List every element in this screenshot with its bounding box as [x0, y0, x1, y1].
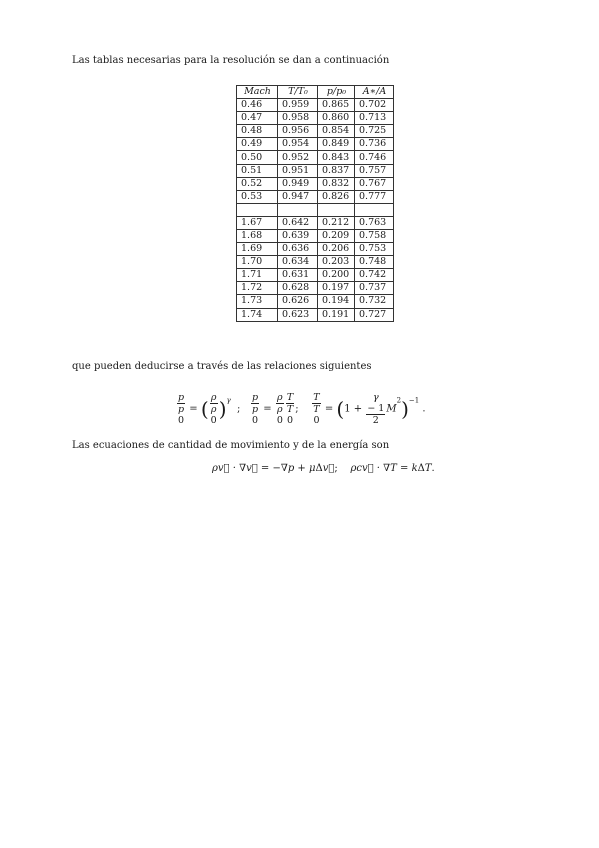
table-cell: 0.634 — [278, 256, 318, 269]
table-row — [237, 229, 394, 242]
table-cell: 0.746 — [355, 151, 394, 164]
table-cell: 0.860 — [318, 112, 355, 125]
table-header-row — [237, 86, 394, 99]
table-cell: 1.74 — [237, 308, 278, 321]
table-cell: 0.753 — [355, 243, 394, 256]
table-cell: 1.71 — [237, 269, 278, 282]
table-cell: 0.51 — [237, 164, 278, 177]
header-area-ratio: A∗/A — [355, 86, 394, 99]
table-row — [237, 99, 394, 112]
table-row — [237, 282, 394, 295]
table-blank-separator — [237, 203, 394, 216]
table-cell: 0.626 — [278, 295, 318, 308]
table-cell: 0.832 — [318, 177, 355, 190]
table-cell: 0.203 — [318, 256, 355, 269]
table-cell: 0.951 — [278, 164, 318, 177]
table-cell: 0.47 — [237, 112, 278, 125]
table-row — [237, 125, 394, 138]
table-cell: 0.725 — [355, 125, 394, 138]
table-cell: 0.206 — [318, 243, 355, 256]
table-cell: 0.843 — [318, 151, 355, 164]
table-cell: 0.837 — [318, 164, 355, 177]
table-cell: 0.865 — [318, 99, 355, 112]
table-cell: 0.49 — [237, 138, 278, 151]
table-cell: 0.736 — [355, 138, 394, 151]
table-row — [237, 216, 394, 229]
table-cell: 0.758 — [355, 229, 394, 242]
table-cell: 0.763 — [355, 216, 394, 229]
table-row-blank — [237, 203, 394, 216]
table-cell: 0.949 — [278, 177, 318, 190]
table-row — [237, 243, 394, 256]
table-cell: 0.46 — [237, 99, 278, 112]
table-cell: 1.72 — [237, 282, 278, 295]
table-cell: 0.826 — [318, 190, 355, 203]
header-temperature-ratio: T/T₀ — [278, 86, 318, 99]
table-cell: 0.732 — [355, 295, 394, 308]
table-cell: 0.52 — [237, 177, 278, 190]
table-body-supersonic — [237, 216, 394, 321]
table-row — [237, 190, 394, 203]
table-cell: 0.854 — [318, 125, 355, 138]
table-row — [237, 295, 394, 308]
header-pressure-ratio: p/p₀ — [318, 86, 355, 99]
equations-paragraph: Las ecuaciones de cantidad de movimiento y de la energía son — [72, 440, 390, 451]
table-cell: 1.67 — [237, 216, 278, 229]
table-row — [237, 164, 394, 177]
table-cell: 0.209 — [318, 229, 355, 242]
table-cell: 1.73 — [237, 295, 278, 308]
table-cell: 0.742 — [355, 269, 394, 282]
table-cell: 0.636 — [278, 243, 318, 256]
table-cell: 0.50 — [237, 151, 278, 164]
table-cell: 0.200 — [318, 269, 355, 282]
table-cell: 0.777 — [355, 190, 394, 203]
relations-paragraph: que pueden deducirse a través de las relaciones siguientes — [72, 361, 372, 372]
table-cell: 0.727 — [355, 308, 394, 321]
header-mach: Mach — [237, 86, 278, 99]
table-cell: 1.69 — [237, 243, 278, 256]
table-cell: 0.849 — [318, 138, 355, 151]
table-cell: 0.53 — [237, 190, 278, 203]
table-cell: 0.956 — [278, 125, 318, 138]
table-cell: 0.952 — [278, 151, 318, 164]
table-cell: 0.191 — [318, 308, 355, 321]
table-cell: 0.959 — [278, 99, 318, 112]
table-cell: 0.623 — [278, 308, 318, 321]
table-row — [237, 151, 394, 164]
table-row — [237, 256, 394, 269]
table-row — [237, 177, 394, 190]
table-row — [237, 138, 394, 151]
table-cell: 0.631 — [278, 269, 318, 282]
table-cell: 0.958 — [278, 112, 318, 125]
table-cell: 0.628 — [278, 282, 318, 295]
table-cell: 0.757 — [355, 164, 394, 177]
table-cell: 0.212 — [318, 216, 355, 229]
table-row — [237, 308, 394, 321]
table-cell: 0.642 — [278, 216, 318, 229]
table-cell: 0.947 — [278, 190, 318, 203]
table-cell: 1.70 — [237, 256, 278, 269]
isentropic-relations-equation: p p 0 = ( ρ ρ 0 )$^\gamma$ ; p p 0 = ρ ρ 0 T T 0 ; T T 0 = (1 + γ − 1 2 $M^2)^{-1}$ . — [178, 392, 426, 426]
isentropic-flow-table — [236, 85, 394, 322]
momentum-energy-equation: ρv⃗ · ∇v⃗ = −∇p + μΔv⃗; ρcv⃗ · ∇T = kΔT. — [212, 463, 435, 474]
table-cell: 0.48 — [237, 125, 278, 138]
table-cell: 1.68 — [237, 229, 278, 242]
table-row — [237, 269, 394, 282]
table-cell: 0.702 — [355, 99, 394, 112]
table-cell: 0.713 — [355, 112, 394, 125]
table-row — [237, 112, 394, 125]
table-body-subsonic — [237, 99, 394, 204]
table-cell: 0.639 — [278, 229, 318, 242]
table-cell: 0.197 — [318, 282, 355, 295]
table-cell: 0.737 — [355, 282, 394, 295]
table-cell: 0.748 — [355, 256, 394, 269]
table-cell: 0.194 — [318, 295, 355, 308]
table-cell: 0.954 — [278, 138, 318, 151]
table-cell: 0.767 — [355, 177, 394, 190]
intro-paragraph: Las tablas necesarias para la resolución se dan a continuación — [72, 55, 390, 66]
